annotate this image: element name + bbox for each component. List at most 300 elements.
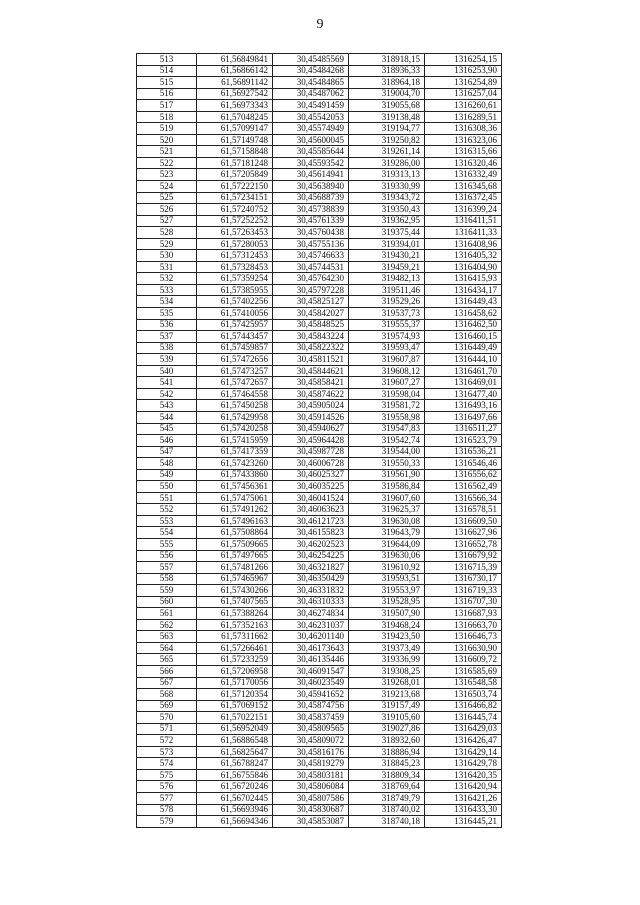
x-coordinate-cell: 319528,95	[349, 596, 425, 608]
table-row	[137, 515, 502, 527]
table-row	[137, 481, 502, 493]
latitude-cell: 61,57233259	[197, 654, 273, 666]
y-coordinate-cell: 1316408,96	[425, 238, 502, 250]
latitude-cell: 61,57443457	[197, 331, 273, 343]
x-coordinate-cell: 319607,60	[349, 492, 425, 504]
longitude-cell: 30,46121723	[273, 515, 349, 527]
table-row	[137, 619, 502, 631]
table-row	[137, 804, 502, 816]
point-number-cell: 539	[137, 354, 197, 366]
table-row	[137, 204, 502, 216]
point-number-cell: 519	[137, 123, 197, 135]
y-coordinate-cell: 1316462,50	[425, 319, 502, 331]
table-row	[137, 550, 502, 562]
y-coordinate-cell: 1316405,32	[425, 250, 502, 262]
table-row	[137, 816, 502, 828]
longitude-cell: 30,45874756	[273, 700, 349, 712]
latitude-cell: 61,57222150	[197, 181, 273, 193]
point-number-cell: 544	[137, 411, 197, 423]
longitude-cell: 30,45485569	[273, 54, 349, 66]
table-row	[137, 573, 502, 585]
latitude-cell: 61,57099147	[197, 123, 273, 135]
x-coordinate-cell: 319544,00	[349, 446, 425, 458]
longitude-cell: 30,45825127	[273, 296, 349, 308]
point-number-cell: 552	[137, 504, 197, 516]
page-number: 9	[316, 17, 324, 32]
table-row	[137, 192, 502, 204]
longitude-cell: 30,46041524	[273, 492, 349, 504]
y-coordinate-cell: 1316687,93	[425, 608, 502, 620]
x-coordinate-cell: 319213,68	[349, 689, 425, 701]
latitude-cell: 61,56788247	[197, 758, 273, 770]
table-row	[137, 134, 502, 146]
table-row	[137, 250, 502, 262]
y-coordinate-cell: 1316372,45	[425, 192, 502, 204]
table-row	[137, 331, 502, 343]
longitude-cell: 30,45811521	[273, 354, 349, 366]
point-number-cell: 541	[137, 377, 197, 389]
point-number-cell: 557	[137, 562, 197, 574]
point-number-cell: 547	[137, 446, 197, 458]
table-row	[137, 769, 502, 781]
y-coordinate-cell: 1316730,17	[425, 573, 502, 585]
latitude-cell: 61,57465967	[197, 573, 273, 585]
x-coordinate-cell: 319630,08	[349, 515, 425, 527]
table-row	[137, 527, 502, 539]
latitude-cell: 61,57473257	[197, 365, 273, 377]
point-number-cell: 540	[137, 365, 197, 377]
longitude-cell: 30,45905024	[273, 400, 349, 412]
longitude-cell: 30,45484865	[273, 77, 349, 89]
latitude-cell: 61,56952049	[197, 723, 273, 735]
table-row	[137, 342, 502, 354]
point-number-cell: 528	[137, 227, 197, 239]
point-number-cell: 527	[137, 215, 197, 227]
x-coordinate-cell: 319547,83	[349, 423, 425, 435]
x-coordinate-cell: 318886,94	[349, 746, 425, 758]
latitude-cell: 61,56694346	[197, 816, 273, 828]
latitude-cell: 61,57420258	[197, 423, 273, 435]
point-number-cell: 556	[137, 550, 197, 562]
x-coordinate-cell: 319643,79	[349, 527, 425, 539]
y-coordinate-cell: 1316652,78	[425, 538, 502, 550]
longitude-cell: 30,45987728	[273, 446, 349, 458]
table-row	[137, 377, 502, 389]
point-number-cell: 551	[137, 492, 197, 504]
y-coordinate-cell: 1316253,90	[425, 65, 502, 77]
table-row	[137, 665, 502, 677]
longitude-cell: 30,45585644	[273, 146, 349, 158]
longitude-cell: 30,46274834	[273, 608, 349, 620]
point-number-cell: 561	[137, 608, 197, 620]
point-number-cell: 513	[137, 54, 197, 66]
table-row	[137, 319, 502, 331]
longitude-cell: 30,46025327	[273, 469, 349, 481]
x-coordinate-cell: 319286,00	[349, 157, 425, 169]
latitude-cell: 61,57472657	[197, 377, 273, 389]
longitude-cell: 30,45964428	[273, 435, 349, 447]
table-row	[137, 469, 502, 481]
table-row	[137, 642, 502, 654]
table-row	[137, 169, 502, 181]
y-coordinate-cell: 1316466,82	[425, 700, 502, 712]
x-coordinate-cell: 319373,49	[349, 642, 425, 654]
longitude-cell: 30,45487062	[273, 88, 349, 100]
y-coordinate-cell: 1316503,74	[425, 689, 502, 701]
latitude-cell: 61,57266461	[197, 642, 273, 654]
point-number-cell: 518	[137, 111, 197, 123]
y-coordinate-cell: 1316308,36	[425, 123, 502, 135]
longitude-cell: 30,46063623	[273, 504, 349, 516]
y-coordinate-cell: 1316289,51	[425, 111, 502, 123]
y-coordinate-cell: 1316399,24	[425, 204, 502, 216]
x-coordinate-cell: 319157,49	[349, 700, 425, 712]
x-coordinate-cell: 319308,25	[349, 665, 425, 677]
longitude-cell: 30,45761339	[273, 215, 349, 227]
x-coordinate-cell: 319423,50	[349, 631, 425, 643]
y-coordinate-cell: 1316497,66	[425, 411, 502, 423]
point-number-cell: 553	[137, 515, 197, 527]
point-number-cell: 555	[137, 538, 197, 550]
point-number-cell: 526	[137, 204, 197, 216]
longitude-cell: 30,45764230	[273, 273, 349, 285]
longitude-cell: 30,45809072	[273, 735, 349, 747]
point-number-cell: 566	[137, 665, 197, 677]
x-coordinate-cell: 319459,21	[349, 261, 425, 273]
table-row	[137, 435, 502, 447]
x-coordinate-cell: 319581,72	[349, 400, 425, 412]
latitude-cell: 61,57425957	[197, 319, 273, 331]
longitude-cell: 30,46135446	[273, 654, 349, 666]
longitude-cell: 30,46331832	[273, 585, 349, 597]
x-coordinate-cell: 318749,79	[349, 793, 425, 805]
point-number-cell: 542	[137, 388, 197, 400]
latitude-cell: 61,57328453	[197, 261, 273, 273]
y-coordinate-cell: 1316679,92	[425, 550, 502, 562]
point-number-cell: 536	[137, 319, 197, 331]
y-coordinate-cell: 1316719,33	[425, 585, 502, 597]
y-coordinate-cell: 1316449,43	[425, 296, 502, 308]
y-coordinate-cell: 1316426,47	[425, 735, 502, 747]
latitude-cell: 61,57491262	[197, 504, 273, 516]
point-number-cell: 533	[137, 284, 197, 296]
x-coordinate-cell: 318964,18	[349, 77, 425, 89]
latitude-cell: 61,57022151	[197, 712, 273, 724]
x-coordinate-cell: 319607,27	[349, 377, 425, 389]
point-number-cell: 516	[137, 88, 197, 100]
y-coordinate-cell: 1316548,58	[425, 677, 502, 689]
latitude-cell: 61,57481266	[197, 562, 273, 574]
y-coordinate-cell: 1316546,46	[425, 458, 502, 470]
point-number-cell: 530	[137, 250, 197, 262]
latitude-cell: 61,57423260	[197, 458, 273, 470]
latitude-cell: 61,57429958	[197, 411, 273, 423]
x-coordinate-cell: 319630,06	[349, 550, 425, 562]
longitude-cell: 30,46350429	[273, 573, 349, 585]
point-number-cell: 575	[137, 769, 197, 781]
y-coordinate-cell: 1316493,16	[425, 400, 502, 412]
coordinates-table	[136, 53, 502, 828]
latitude-cell: 61,57149748	[197, 134, 273, 146]
x-coordinate-cell: 319555,37	[349, 319, 425, 331]
point-number-cell: 563	[137, 631, 197, 643]
table-row	[137, 723, 502, 735]
latitude-cell: 61,56825647	[197, 746, 273, 758]
y-coordinate-cell: 1316562,49	[425, 481, 502, 493]
table-row	[137, 111, 502, 123]
x-coordinate-cell: 319138,48	[349, 111, 425, 123]
y-coordinate-cell: 1316429,14	[425, 746, 502, 758]
y-coordinate-cell: 1316458,62	[425, 308, 502, 320]
x-coordinate-cell: 318740,18	[349, 816, 425, 828]
y-coordinate-cell: 1316461,70	[425, 365, 502, 377]
y-coordinate-cell: 1316411,51	[425, 215, 502, 227]
point-number-cell: 546	[137, 435, 197, 447]
y-coordinate-cell: 1316254,89	[425, 77, 502, 89]
x-coordinate-cell: 319261,14	[349, 146, 425, 158]
latitude-cell: 61,56927542	[197, 88, 273, 100]
y-coordinate-cell: 1316429,78	[425, 758, 502, 770]
longitude-cell: 30,46202523	[273, 538, 349, 550]
latitude-cell: 61,57263453	[197, 227, 273, 239]
point-number-cell: 521	[137, 146, 197, 158]
table-row	[137, 227, 502, 239]
longitude-cell: 30,45848525	[273, 319, 349, 331]
longitude-cell: 30,45822322	[273, 342, 349, 354]
y-coordinate-cell: 1316445,74	[425, 712, 502, 724]
point-number-cell: 564	[137, 642, 197, 654]
x-coordinate-cell: 319608,12	[349, 365, 425, 377]
y-coordinate-cell: 1316449,49	[425, 342, 502, 354]
point-number-cell: 537	[137, 331, 197, 343]
table-row	[137, 100, 502, 112]
latitude-cell: 61,57120354	[197, 689, 273, 701]
point-number-cell: 558	[137, 573, 197, 585]
latitude-cell: 61,57410056	[197, 308, 273, 320]
x-coordinate-cell: 319507,90	[349, 608, 425, 620]
y-coordinate-cell: 1316707,30	[425, 596, 502, 608]
table-row	[137, 88, 502, 100]
point-number-cell: 523	[137, 169, 197, 181]
point-number-cell: 572	[137, 735, 197, 747]
y-coordinate-cell: 1316420,94	[425, 781, 502, 793]
table-row	[137, 677, 502, 689]
y-coordinate-cell: 1316420,35	[425, 769, 502, 781]
x-coordinate-cell: 319394,01	[349, 238, 425, 250]
table-row	[137, 538, 502, 550]
y-coordinate-cell: 1316715,39	[425, 562, 502, 574]
point-number-cell: 543	[137, 400, 197, 412]
latitude-cell: 61,57456361	[197, 481, 273, 493]
point-number-cell: 573	[137, 746, 197, 758]
y-coordinate-cell: 1316444,10	[425, 354, 502, 366]
table-row	[137, 388, 502, 400]
y-coordinate-cell: 1316511,27	[425, 423, 502, 435]
table-row	[137, 504, 502, 516]
longitude-cell: 30,45807586	[273, 793, 349, 805]
x-coordinate-cell: 318936,33	[349, 65, 425, 77]
table-row	[137, 123, 502, 135]
longitude-cell: 30,45491459	[273, 100, 349, 112]
x-coordinate-cell: 319375,44	[349, 227, 425, 239]
x-coordinate-cell: 319194,77	[349, 123, 425, 135]
y-coordinate-cell: 1316627,96	[425, 527, 502, 539]
latitude-cell: 61,57415959	[197, 435, 273, 447]
table-row	[137, 215, 502, 227]
latitude-cell: 61,57359254	[197, 273, 273, 285]
y-coordinate-cell: 1316585,69	[425, 665, 502, 677]
x-coordinate-cell: 319511,46	[349, 284, 425, 296]
x-coordinate-cell: 319537,73	[349, 308, 425, 320]
x-coordinate-cell: 318918,15	[349, 54, 425, 66]
table-row	[137, 65, 502, 77]
longitude-cell: 30,46231037	[273, 619, 349, 631]
latitude-cell: 61,57509665	[197, 538, 273, 550]
x-coordinate-cell: 319529,26	[349, 296, 425, 308]
x-coordinate-cell: 319561,90	[349, 469, 425, 481]
latitude-cell: 61,57472656	[197, 354, 273, 366]
x-coordinate-cell: 319027,86	[349, 723, 425, 735]
y-coordinate-cell: 1316609,72	[425, 654, 502, 666]
longitude-cell: 30,46254225	[273, 550, 349, 562]
longitude-cell: 30,45600045	[273, 134, 349, 146]
latitude-cell: 61,57497665	[197, 550, 273, 562]
latitude-cell: 61,57430266	[197, 585, 273, 597]
x-coordinate-cell: 319105,60	[349, 712, 425, 724]
y-coordinate-cell: 1316445,21	[425, 816, 502, 828]
y-coordinate-cell: 1316609,50	[425, 515, 502, 527]
point-number-cell: 578	[137, 804, 197, 816]
y-coordinate-cell: 1316421,26	[425, 793, 502, 805]
latitude-cell: 61,57048245	[197, 111, 273, 123]
longitude-cell: 30,45843224	[273, 331, 349, 343]
x-coordinate-cell: 319558,98	[349, 411, 425, 423]
latitude-cell: 61,57388264	[197, 608, 273, 620]
latitude-cell: 61,57433860	[197, 469, 273, 481]
table-row	[137, 400, 502, 412]
latitude-cell: 61,57234151	[197, 192, 273, 204]
latitude-cell: 61,57417359	[197, 446, 273, 458]
latitude-cell: 61,57402256	[197, 296, 273, 308]
y-coordinate-cell: 1316566,34	[425, 492, 502, 504]
x-coordinate-cell: 319055,68	[349, 100, 425, 112]
latitude-cell: 61,57280053	[197, 238, 273, 250]
table-row	[137, 77, 502, 89]
table-row	[137, 157, 502, 169]
y-coordinate-cell: 1316429,03	[425, 723, 502, 735]
longitude-cell: 30,46006728	[273, 458, 349, 470]
longitude-cell: 30,45809565	[273, 723, 349, 735]
table-row	[137, 781, 502, 793]
point-number-cell: 535	[137, 308, 197, 320]
latitude-cell: 61,57205849	[197, 169, 273, 181]
point-number-cell: 571	[137, 723, 197, 735]
x-coordinate-cell: 319598,04	[349, 388, 425, 400]
point-number-cell: 554	[137, 527, 197, 539]
table-row	[137, 596, 502, 608]
table-row	[137, 758, 502, 770]
table-row	[137, 411, 502, 423]
longitude-cell: 30,45755136	[273, 238, 349, 250]
point-number-cell: 550	[137, 481, 197, 493]
longitude-cell: 30,46023549	[273, 677, 349, 689]
point-number-cell: 522	[137, 157, 197, 169]
table-row	[137, 712, 502, 724]
y-coordinate-cell: 1316469,01	[425, 377, 502, 389]
longitude-cell: 30,45638940	[273, 181, 349, 193]
table-row	[137, 181, 502, 193]
longitude-cell: 30,45593542	[273, 157, 349, 169]
x-coordinate-cell: 319343,72	[349, 192, 425, 204]
x-coordinate-cell: 319268,01	[349, 677, 425, 689]
latitude-cell: 61,56720246	[197, 781, 273, 793]
x-coordinate-cell: 318769,64	[349, 781, 425, 793]
longitude-cell: 30,45688739	[273, 192, 349, 204]
latitude-cell: 61,57170056	[197, 677, 273, 689]
table-row	[137, 608, 502, 620]
table-row	[137, 423, 502, 435]
table-row	[137, 354, 502, 366]
point-number-cell: 534	[137, 296, 197, 308]
point-number-cell: 567	[137, 677, 197, 689]
table-row	[137, 746, 502, 758]
y-coordinate-cell: 1316646,73	[425, 631, 502, 643]
longitude-cell: 30,45837459	[273, 712, 349, 724]
y-coordinate-cell: 1316578,51	[425, 504, 502, 516]
x-coordinate-cell: 319336,99	[349, 654, 425, 666]
latitude-cell: 61,57450258	[197, 400, 273, 412]
latitude-cell: 61,56891142	[197, 77, 273, 89]
longitude-cell: 30,45738839	[273, 204, 349, 216]
point-number-cell: 549	[137, 469, 197, 481]
y-coordinate-cell: 1316411,33	[425, 227, 502, 239]
x-coordinate-cell: 319362,95	[349, 215, 425, 227]
longitude-cell: 30,45858421	[273, 377, 349, 389]
x-coordinate-cell: 319250,82	[349, 134, 425, 146]
latitude-cell: 61,57311662	[197, 631, 273, 643]
y-coordinate-cell: 1316332,49	[425, 169, 502, 181]
point-number-cell: 531	[137, 261, 197, 273]
longitude-cell: 30,45853087	[273, 816, 349, 828]
longitude-cell: 30,46091547	[273, 665, 349, 677]
point-number-cell: 548	[137, 458, 197, 470]
table-row	[137, 308, 502, 320]
y-coordinate-cell: 1316315,66	[425, 146, 502, 158]
y-coordinate-cell: 1316523,79	[425, 435, 502, 447]
latitude-cell: 61,57158848	[197, 146, 273, 158]
longitude-cell: 30,46310333	[273, 596, 349, 608]
x-coordinate-cell: 319593,47	[349, 342, 425, 354]
point-number-cell: 565	[137, 654, 197, 666]
x-coordinate-cell: 319350,43	[349, 204, 425, 216]
x-coordinate-cell: 319313,13	[349, 169, 425, 181]
point-number-cell: 545	[137, 423, 197, 435]
longitude-cell: 30,45760438	[273, 227, 349, 239]
longitude-cell: 30,45542053	[273, 111, 349, 123]
y-coordinate-cell: 1316320,46	[425, 157, 502, 169]
y-coordinate-cell: 1316460,15	[425, 331, 502, 343]
table-row	[137, 273, 502, 285]
x-coordinate-cell: 319430,21	[349, 250, 425, 262]
point-number-cell: 562	[137, 619, 197, 631]
longitude-cell: 30,46155823	[273, 527, 349, 539]
longitude-cell: 30,45803181	[273, 769, 349, 781]
point-number-cell: 568	[137, 689, 197, 701]
point-number-cell: 524	[137, 181, 197, 193]
table-row	[137, 238, 502, 250]
point-number-cell: 538	[137, 342, 197, 354]
longitude-cell: 30,46321827	[273, 562, 349, 574]
